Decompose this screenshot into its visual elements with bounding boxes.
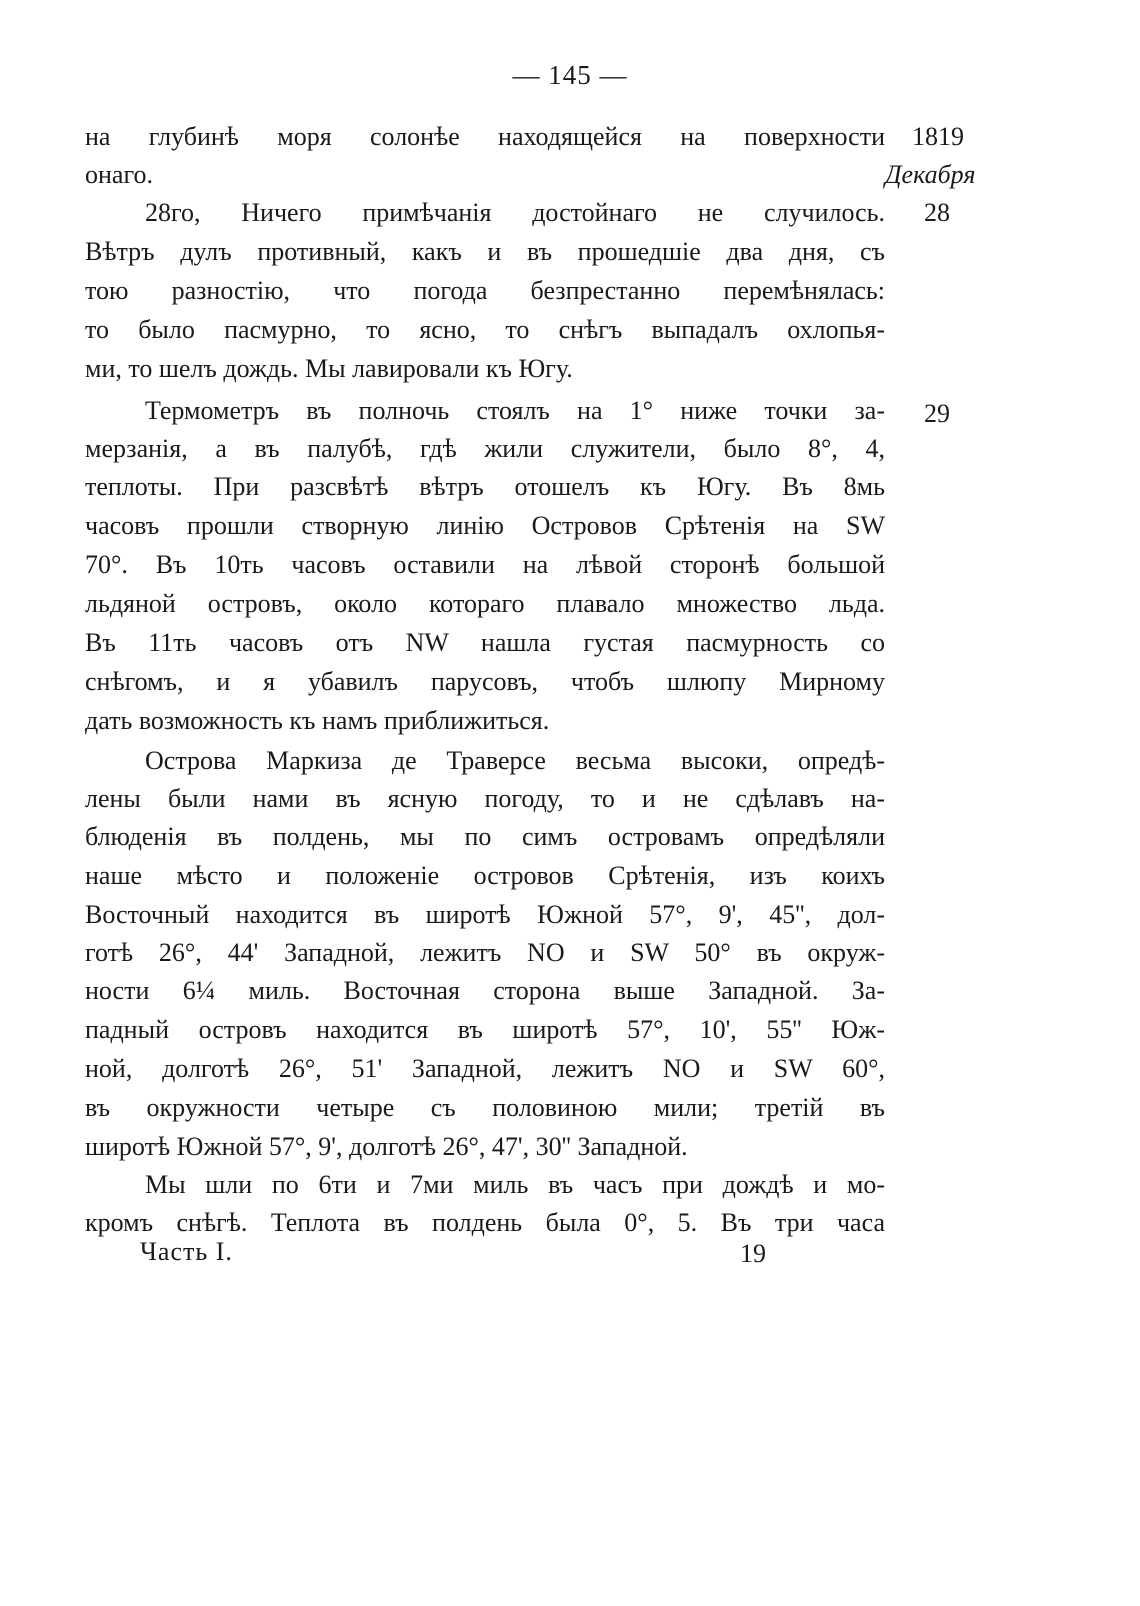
text-line: 28го, Ничего примѣчанія достойнаго не случилось.: [145, 198, 885, 227]
text-line: льдяной островъ, около котораго плавало множество льда.: [85, 589, 885, 618]
signature-mark: Часть I.: [140, 1237, 233, 1266]
text-line: на глубинѣ моря солонѣе находящейся на поверхности: [85, 122, 885, 151]
margin-month: Декабря: [885, 160, 976, 189]
text-line: блюденія въ полдень, мы по симъ островамъ опредѣляли: [85, 822, 885, 851]
text-line: то было пасмурно, то ясно, то снѣгъ выпадалъ охлопья-: [85, 315, 885, 344]
text-line: Термометръ въ полночь стоялъ на 1° ниже точки за-: [145, 396, 885, 425]
text-line: ми, то шелъ дождь. Мы лавировали къ Югу.: [85, 354, 573, 383]
text-line: Восточный находится въ широтѣ Южной 57°, 9', 45'', дол-: [85, 900, 885, 929]
margin-year: 1819: [912, 122, 964, 151]
text-line: онаго.: [85, 160, 153, 189]
text-line: теплоты. При разсвѣтѣ вѣтръ отошелъ къ Югу. Въ 8мь: [85, 472, 885, 501]
margin-day-29: 29: [924, 399, 950, 428]
text-line: часовъ прошли створную линію Островов Срѣтенія на SW: [85, 511, 885, 540]
signature-folio: 19: [740, 1239, 766, 1268]
text-line: Въ 11ть часовъ отъ NW нашла густая пасмурность со: [85, 628, 885, 657]
text-line: тою разностію, что погода безпрестанно перемѣнялась:: [85, 276, 885, 305]
text-line: ной, долготѣ 26°, 51' Западной, лежитъ NO и SW 60°,: [85, 1054, 885, 1083]
text-line: 70°. Въ 10ть часовъ оставили на лѣвой сторонѣ большой: [85, 550, 885, 579]
text-line: падный островъ находится въ широтѣ 57°, 10', 55'' Юж-: [85, 1015, 885, 1044]
text-line: лены были нами въ ясную погоду, то и не сдѣлавъ на-: [85, 784, 885, 813]
text-line: дать возможность къ намъ приближиться.: [85, 706, 550, 735]
text-line: снѣгомъ, и я убавилъ парусовъ, чтобъ шлюпу Мирному: [85, 667, 885, 696]
text-line: кромъ снѣгѣ. Теплота въ полдень была 0°, 5. Въ три часа: [85, 1208, 885, 1237]
text-line: Острова Маркиза де Траверсе весьма высоки, опредѣ-: [145, 746, 885, 775]
text-line: Мы шли по 6ти и 7ми миль въ часъ при дождѣ и мо-: [145, 1170, 885, 1199]
text-line: широтѣ Южной 57°, 9', долготѣ 26°, 47', 30'' Западной.: [85, 1132, 688, 1161]
margin-day-28: 28: [924, 198, 950, 227]
text-line: мерзанія, а въ палубѣ, гдѣ жили служители, было 8°, 4,: [85, 434, 885, 463]
text-line: наше мѣсто и положеніе островов Срѣтенія, изъ коихъ: [85, 861, 885, 890]
text-line: Вѣтръ дулъ противный, какъ и въ прошедшіе два дня, съ: [85, 237, 885, 266]
text-line: готѣ 26°, 44' Западной, лежитъ NO и SW 50° въ окруж-: [85, 938, 885, 967]
page-number: — 145 —: [512, 60, 628, 90]
text-line: въ окружности четыре съ половиною мили; третій въ: [85, 1093, 885, 1122]
text-line: ности 6¼ миль. Восточная сторона выше Западной. За-: [85, 976, 885, 1005]
